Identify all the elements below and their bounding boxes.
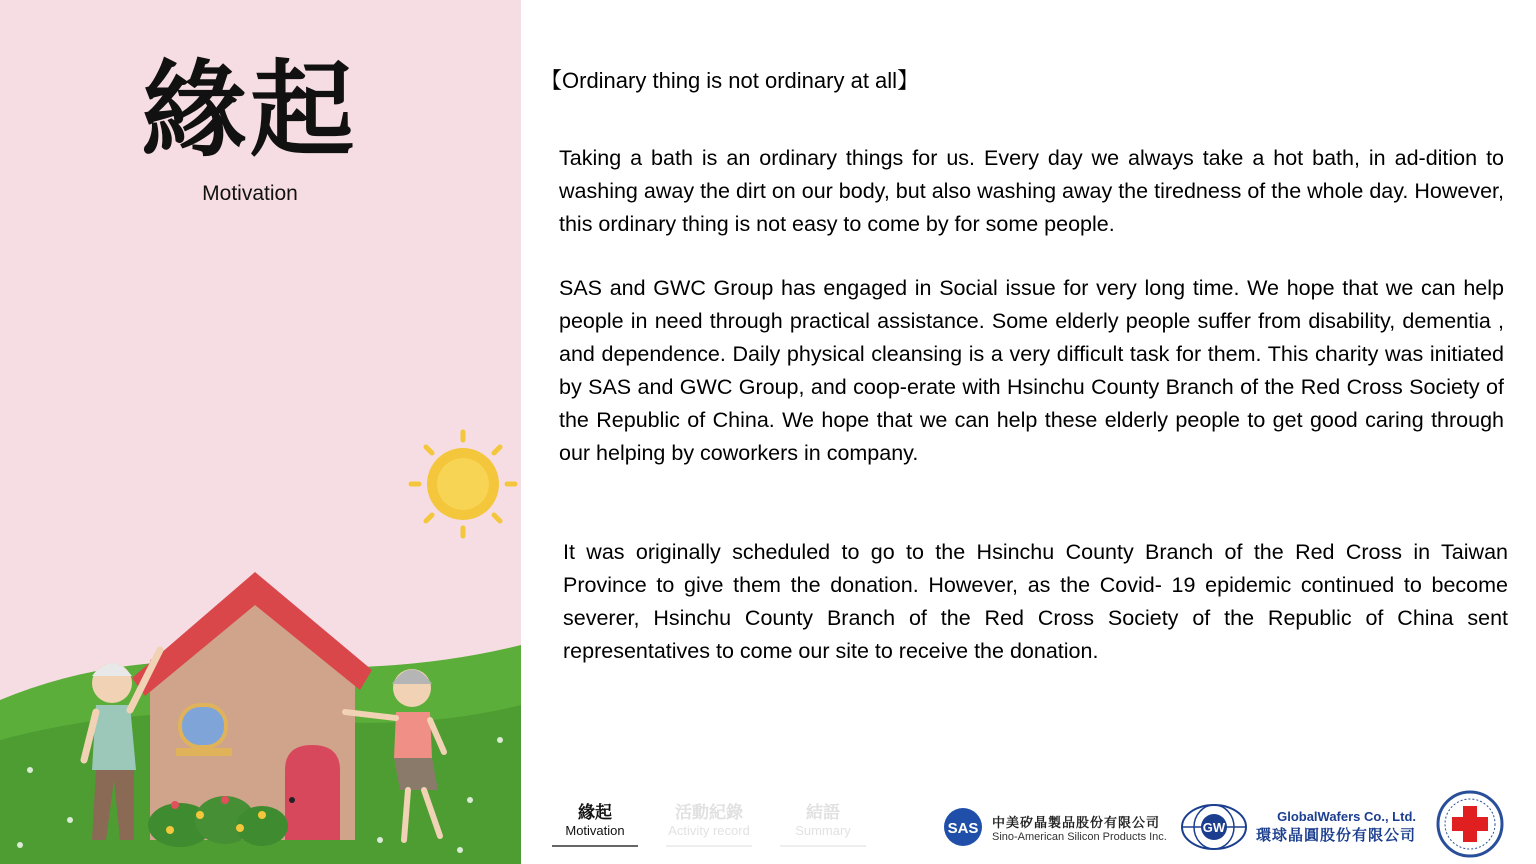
- section-title-cjk: 緣起: [141, 49, 358, 171]
- gw-company-name-en: GlobalWafers Co., Ltd.: [1277, 809, 1417, 824]
- sas-logo-badge: [942, 807, 984, 847]
- nav-label-cjk: 活動紀錄: [675, 803, 743, 823]
- nav-label-en: Motivation: [565, 823, 625, 838]
- house-window: [180, 705, 226, 747]
- paragraph-3: It was originally scheduled to go to the Hsinchu County Branch of the Red Cross in Taiwan Province to give them the donation. However, as the Covid- 19 epidemic continued to become severer, Hsinchu County Branch of the Red Cross Society of the Republic of China sent representatives to come our site to receive the donation.: [563, 540, 1508, 663]
- house-illustration: [132, 572, 372, 847]
- sas-badge-text: SAS: [947, 820, 979, 837]
- gw-company-name-cjk: 環球晶圓股份有限公司: [1256, 826, 1417, 844]
- red-cross-icon: [1436, 790, 1504, 858]
- sas-company-name-en: Sino-American Silicon Products Inc.: [992, 830, 1167, 843]
- gw-globe-icon: [1180, 803, 1248, 851]
- nav-label-en: Activity record: [668, 823, 750, 838]
- globalwafers-logo: [1180, 803, 1416, 851]
- paragraph-1: Taking a bath is an ordinary things for us. Every day we always take a hot bath, in ad-dition to washing away the dirt on our body, but also washing away the tiredness of the whole day. However, this ordinary thing is not easy to come by for some people.: [559, 146, 1504, 236]
- house-door: [285, 745, 340, 840]
- sas-company-name-cjk: 中美矽晶製品股份有限公司: [992, 815, 1161, 831]
- main-content: [540, 0, 1515, 780]
- content-heading: 【Ordinary thing is not ordinary at all】: [540, 68, 920, 93]
- red-cross-logo: [1436, 790, 1504, 858]
- nav-item-activity-record[interactable]: [666, 803, 752, 847]
- nav-item-summary[interactable]: [780, 803, 866, 847]
- nav-label-cjk: 結語: [806, 803, 840, 823]
- gw-badge-text: GW: [1202, 820, 1226, 835]
- left-illustration-panel: [0, 0, 521, 864]
- nav-label-cjk: 緣起: [578, 803, 612, 823]
- paragraph-2: SAS and GWC Group has engaged in Social issue for very long time. We hope that we can help people in need through practical assistance. Some elderly people suffer from disability, dementia , and dependence. Daily physical cleansing is a very difficult task for them. This charity was initiated by SAS and GWC Group, and coop-erate with Hsinchu County Branch of the Red Cross Society of the Republic of China. We hope that we can help these elderly people to get good caring through our helping by coworkers in company.: [559, 276, 1504, 465]
- section-title-en: Motivation: [202, 182, 298, 205]
- nav-label-en: Summary: [795, 823, 851, 838]
- nav-item-motivation[interactable]: [552, 803, 638, 847]
- sun-icon: [411, 432, 515, 536]
- footer-navigation: [552, 803, 866, 847]
- sas-logo: [942, 807, 1167, 847]
